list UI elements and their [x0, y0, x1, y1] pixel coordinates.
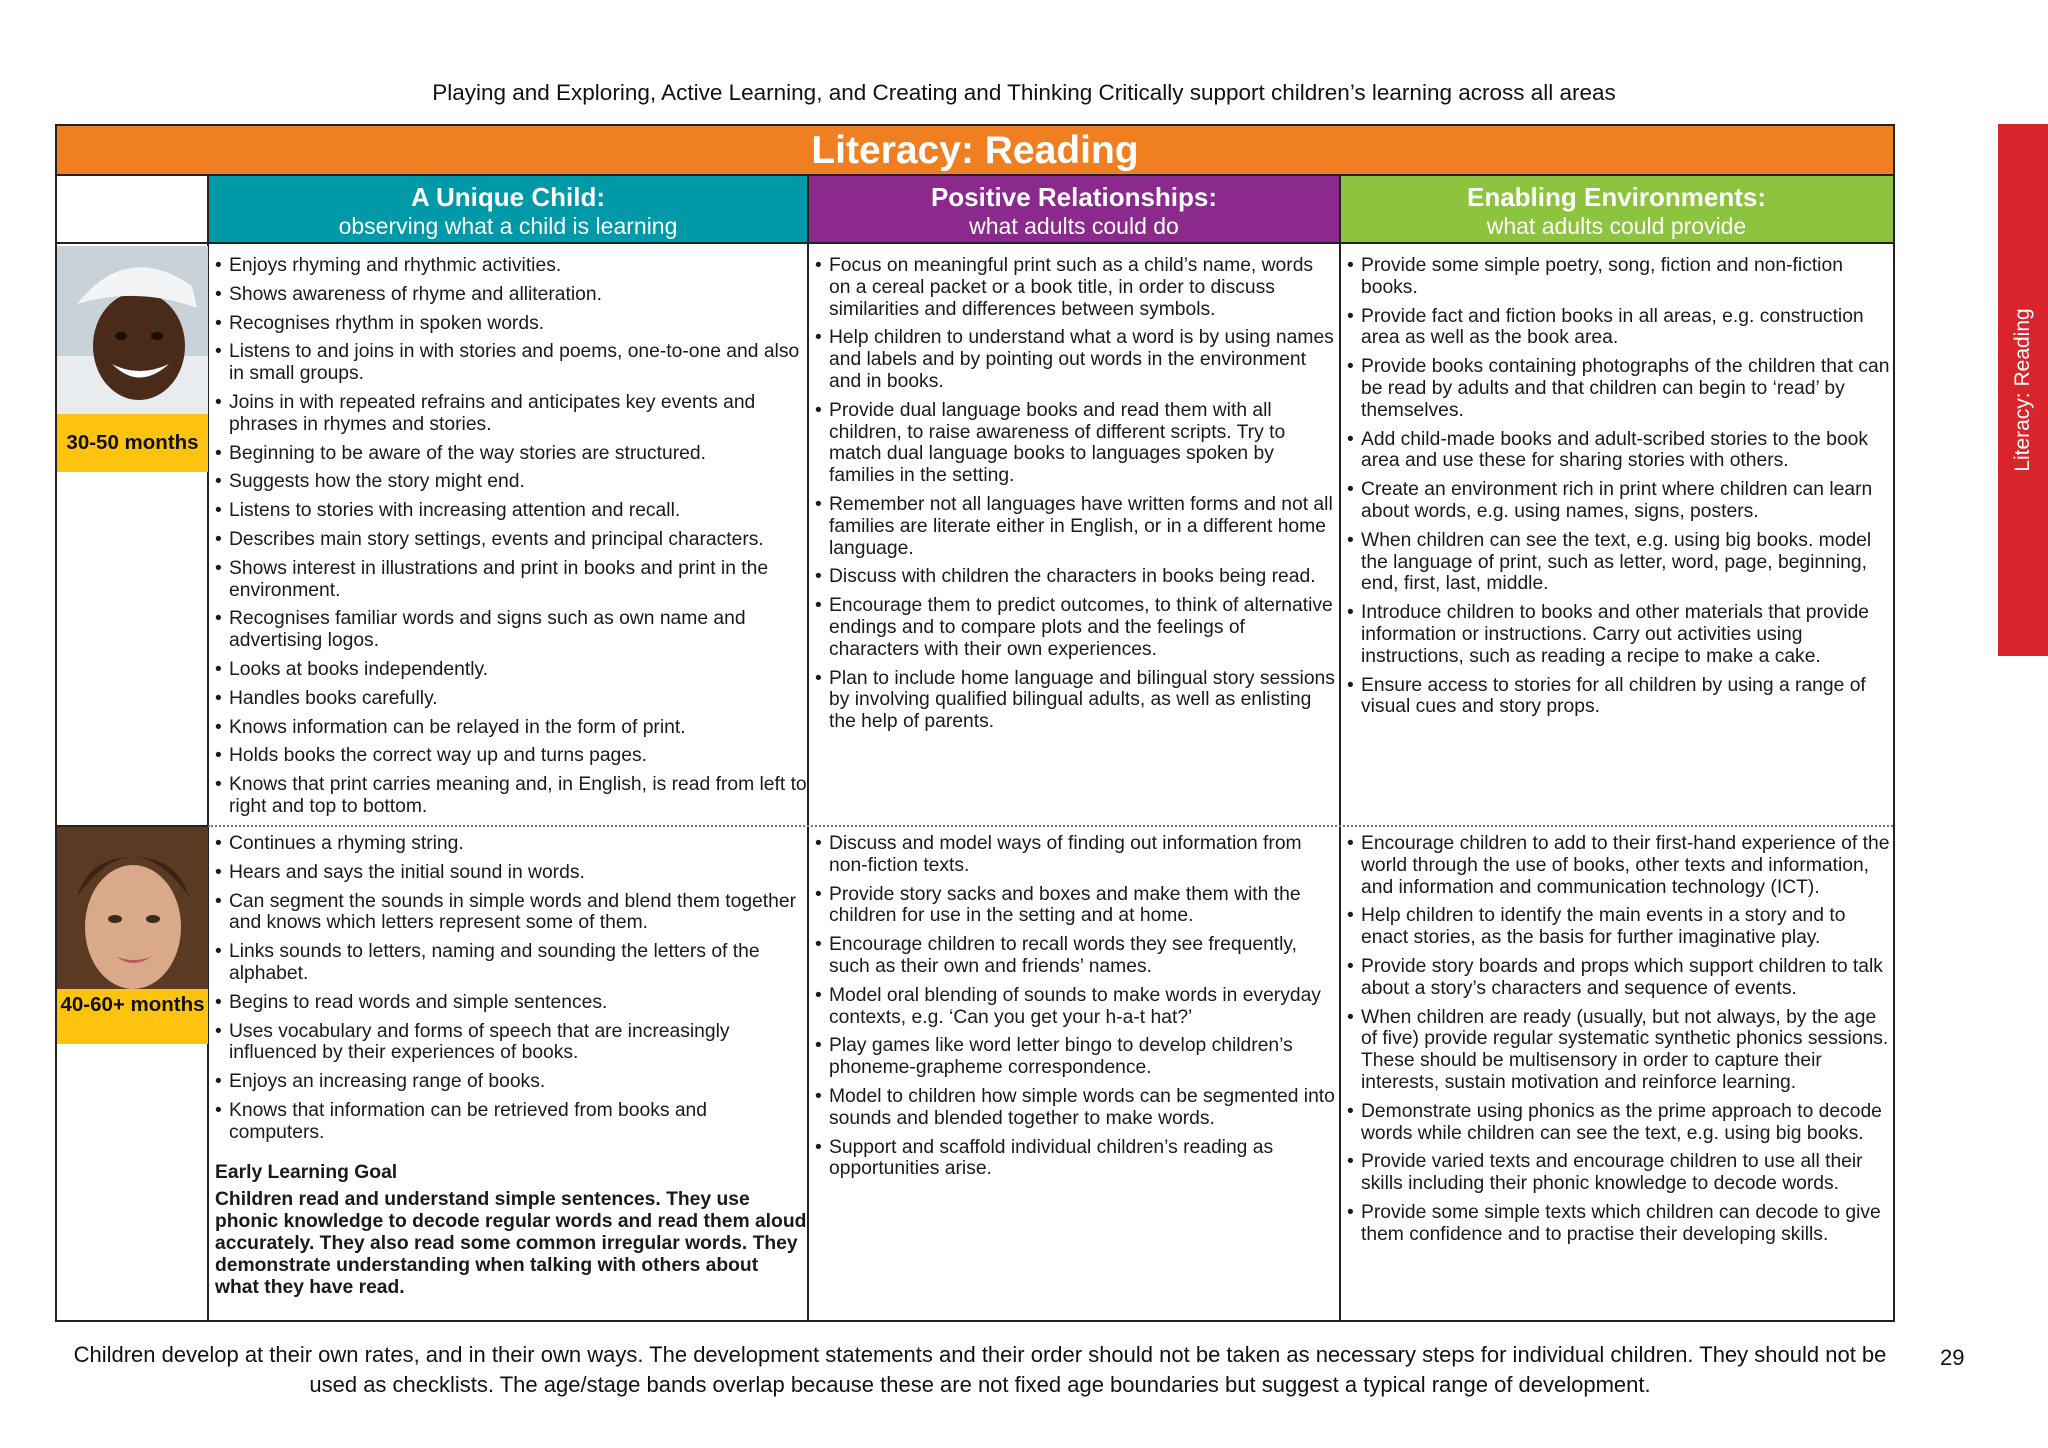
list-item: • Knows that print carries meaning and, in English, is read from left to right and top to bottom.	[215, 774, 807, 818]
list-item: • Listens to and joins in with stories and poems, one-to-one and also in small groups.	[215, 341, 807, 385]
list-item: • Provide books containing photographs of the children that can be read by adults and that children can begin to ‘read’ by themselves.	[1347, 356, 1892, 421]
list-item: • Hears and says the initial sound in words.	[215, 862, 807, 884]
table-title: Literacy: Reading	[57, 126, 1893, 176]
list-item: • Introduce children to books and other materials that provide information or instructions. Carry out activities using instructions, such as reading a recipe to make a cake.	[1347, 602, 1892, 667]
list-item: • Links sounds to letters, naming and sounding the letters of the alphabet.	[215, 941, 807, 985]
header-blank-cell	[57, 176, 208, 244]
list-item: • Focus on meaningful print such as a child’s name, words on a cereal packet or a book title, in order to discuss similarities and differences between symbols.	[815, 255, 1339, 320]
list-item: • Plan to include home language and bilingual story sessions by involving qualified bilingual adults, as well as enlisting the help of parents.	[815, 668, 1339, 733]
side-tab-label: Literacy: Reading	[2011, 308, 2034, 472]
list-item: • Help children to identify the main events in a story and to enact stories, as the basis for further imaginative play.	[1347, 905, 1892, 949]
list-item: • Help children to understand what a word is by using names and labels and by pointing out words in the environment and in books.	[815, 327, 1339, 392]
child-photo-girl	[57, 827, 208, 1001]
list-item: • Add child-made books and adult-scribed stories to the book area and use these for sharing stories with others.	[1347, 429, 1892, 473]
list-item: • Knows that information can be retrieved from books and computers.	[215, 1100, 807, 1144]
top-note: Playing and Exploring, Active Learning, and Creating and Thinking Critically support children’s learning across all areas	[432, 80, 1616, 105]
page-number: 29	[1940, 1345, 1965, 1370]
row2-enabling-environments-cell	[1347, 833, 1892, 1253]
list-item: • Remember not all languages have written forms and not all families are literate either in English, or in a different home language.	[815, 494, 1339, 559]
age-band-30-50: 30-50 months	[57, 414, 208, 472]
row2-positive-relationships-cell	[815, 833, 1339, 1187]
list-item: • Model to children how simple words can be segmented into sounds and blended together to make words.	[815, 1086, 1339, 1130]
list-item: • Encourage children to add to their first-hand experience of the world through the use of books, other texts and information, and information and communication technology (ICT).	[1347, 833, 1892, 898]
list-item: • Provide dual language books and read them with all children, to raise awareness of different scripts. Try to match dual language books to languages spoken by families in the setting.	[815, 400, 1339, 487]
list-item: • Play games like word letter bingo to develop children’s phoneme-grapheme correspondence.	[815, 1035, 1339, 1079]
row1-positive-relationships-cell	[815, 255, 1339, 740]
column-divider	[1339, 176, 1341, 1320]
list-item: • Describes main story settings, events and principal characters.	[215, 529, 807, 551]
header-positive-relationships	[808, 176, 1340, 244]
list-item: • Enjoys an increasing range of books.	[215, 1071, 807, 1093]
list-item: • Handles books carefully.	[215, 688, 807, 710]
list-item: • Begins to read words and simple sentences.	[215, 992, 807, 1014]
list-item: • Provide some simple poetry, song, fiction and non-fiction books.	[1347, 255, 1892, 299]
list-item: • Listens to stories with increasing attention and recall.	[215, 500, 807, 522]
list-item: • Provide fact and fiction books in all areas, e.g. construction area as well as the book area.	[1347, 306, 1892, 350]
header-unique-child	[208, 176, 808, 244]
list-item: • Encourage them to predict outcomes, to think of alternative endings and to compare plots and the feelings of characters with their own experiences.	[815, 595, 1339, 660]
row2-unique-child-cell	[215, 833, 807, 1298]
reading-table	[55, 124, 1895, 1322]
list-item: • Enjoys rhyming and rhythmic activities.	[215, 255, 807, 277]
list-item: • Ensure access to stories for all children by using a range of visual cues and story props.	[1347, 675, 1892, 719]
header-unique-child-subtitle: observing what a child is learning	[338, 213, 678, 239]
early-learning-goal-heading: Early Learning Goal	[215, 1161, 398, 1183]
header-enabling-environments	[1340, 176, 1893, 244]
row1-unique-child-cell	[215, 255, 807, 825]
list-item: • Demonstrate using phonics as the prime approach to decode words while children can see the text, e.g. using big books.	[1347, 1101, 1892, 1145]
column-divider	[807, 176, 809, 1320]
list-item: • Provide varied texts and encourage children to use all their skills including their phonic knowledge to decode words.	[1347, 1151, 1892, 1195]
early-learning-goal-text: Children read and understand simple sentences. They use phonic knowledge to decode regular words and read them aloud accurately. They also read some common irregular words. They demonstrate understanding when talking with others about what they have read.	[215, 1189, 807, 1298]
list-item: • Joins in with repeated refrains and anticipates key events and phrases in rhymes and stories.	[215, 392, 807, 436]
list-item: • Can segment the sounds in simple words and blend them together and knows which letters represent some of them.	[215, 891, 807, 935]
list-item: • When children can see the text, e.g. using big books. model the language of print, such as letter, word, page, beginning, end, first, last, middle.	[1347, 530, 1892, 595]
list-item: • Shows awareness of rhyme and alliteration.	[215, 284, 807, 306]
list-item: • Model oral blending of sounds to make words in everyday contexts, e.g. ‘Can you get your h-a-t hat?’	[815, 985, 1339, 1029]
side-section-tab	[1998, 124, 2048, 656]
list-item: • Beginning to be aware of the way stories are structured.	[215, 443, 807, 465]
list-item: • Support and scaffold individual children’s reading as opportunities arise.	[815, 1137, 1339, 1181]
header-positive-relationships-title: Positive Relationships:	[930, 182, 1218, 212]
list-item: • Discuss with children the characters in books being read.	[815, 566, 1339, 588]
footer-note: Children develop at their own rates, and in their own ways. The development statements and their order should not be taken as necessary steps for individual children. They should not be used as checklists. The age/stage bands overlap because these are not fixed age boundaries but suggest a typical range of development.	[73, 1342, 1887, 1397]
age-band-40-60: 40-60+ months	[57, 989, 208, 1044]
child-photo-boy	[57, 246, 208, 414]
row1-enabling-environments-cell	[1347, 255, 1892, 725]
list-item: • Recognises rhythm in spoken words.	[215, 313, 807, 335]
list-item: • Provide story sacks and boxes and make them with the children for use in the setting and at home.	[815, 884, 1339, 928]
list-item: • Recognises familiar words and signs such as own name and advertising logos.	[215, 608, 807, 652]
list-item: • When children are ready (usually, but not always, by the age of five) provide regular systematic synthetic phonics sessions. These should be multisensory in order to capture their interests, sustain motivation and reinforce learning.	[1347, 1007, 1892, 1094]
list-item: • Provide some simple texts which children can decode to give them confidence and to practise their developing skills.	[1347, 1202, 1892, 1246]
header-enabling-environments-subtitle: what adults could provide	[1486, 213, 1747, 239]
list-item: • Provide story boards and props which support children to talk about a story’s characters and sequence of events.	[1347, 956, 1892, 1000]
header-unique-child-title: A Unique Child:	[410, 182, 605, 212]
list-item: • Knows information can be relayed in the form of print.	[215, 717, 807, 739]
list-item: • Shows interest in illustrations and print in books and print in the environment.	[215, 558, 807, 602]
list-item: • Encourage children to recall words they see frequently, such as their own and friends’ names.	[815, 934, 1339, 978]
list-item: • Create an environment rich in print where children can learn about words, e.g. using names, signs, posters.	[1347, 479, 1892, 523]
header-enabling-environments-title: Enabling Environments:	[1466, 182, 1767, 212]
list-item: • Uses vocabulary and forms of speech that are increasingly influenced by their experiences of books.	[215, 1021, 807, 1065]
list-item: • Suggests how the story might end.	[215, 471, 807, 493]
list-item: • Looks at books independently.	[215, 659, 807, 681]
row-divider	[208, 825, 1893, 827]
list-item: • Continues a rhyming string.	[215, 833, 807, 855]
header-positive-relationships-subtitle: what adults could do	[969, 213, 1179, 239]
list-item: • Holds books the correct way up and turns pages.	[215, 745, 807, 767]
list-item: • Discuss and model ways of finding out information from non-fiction texts.	[815, 833, 1339, 877]
